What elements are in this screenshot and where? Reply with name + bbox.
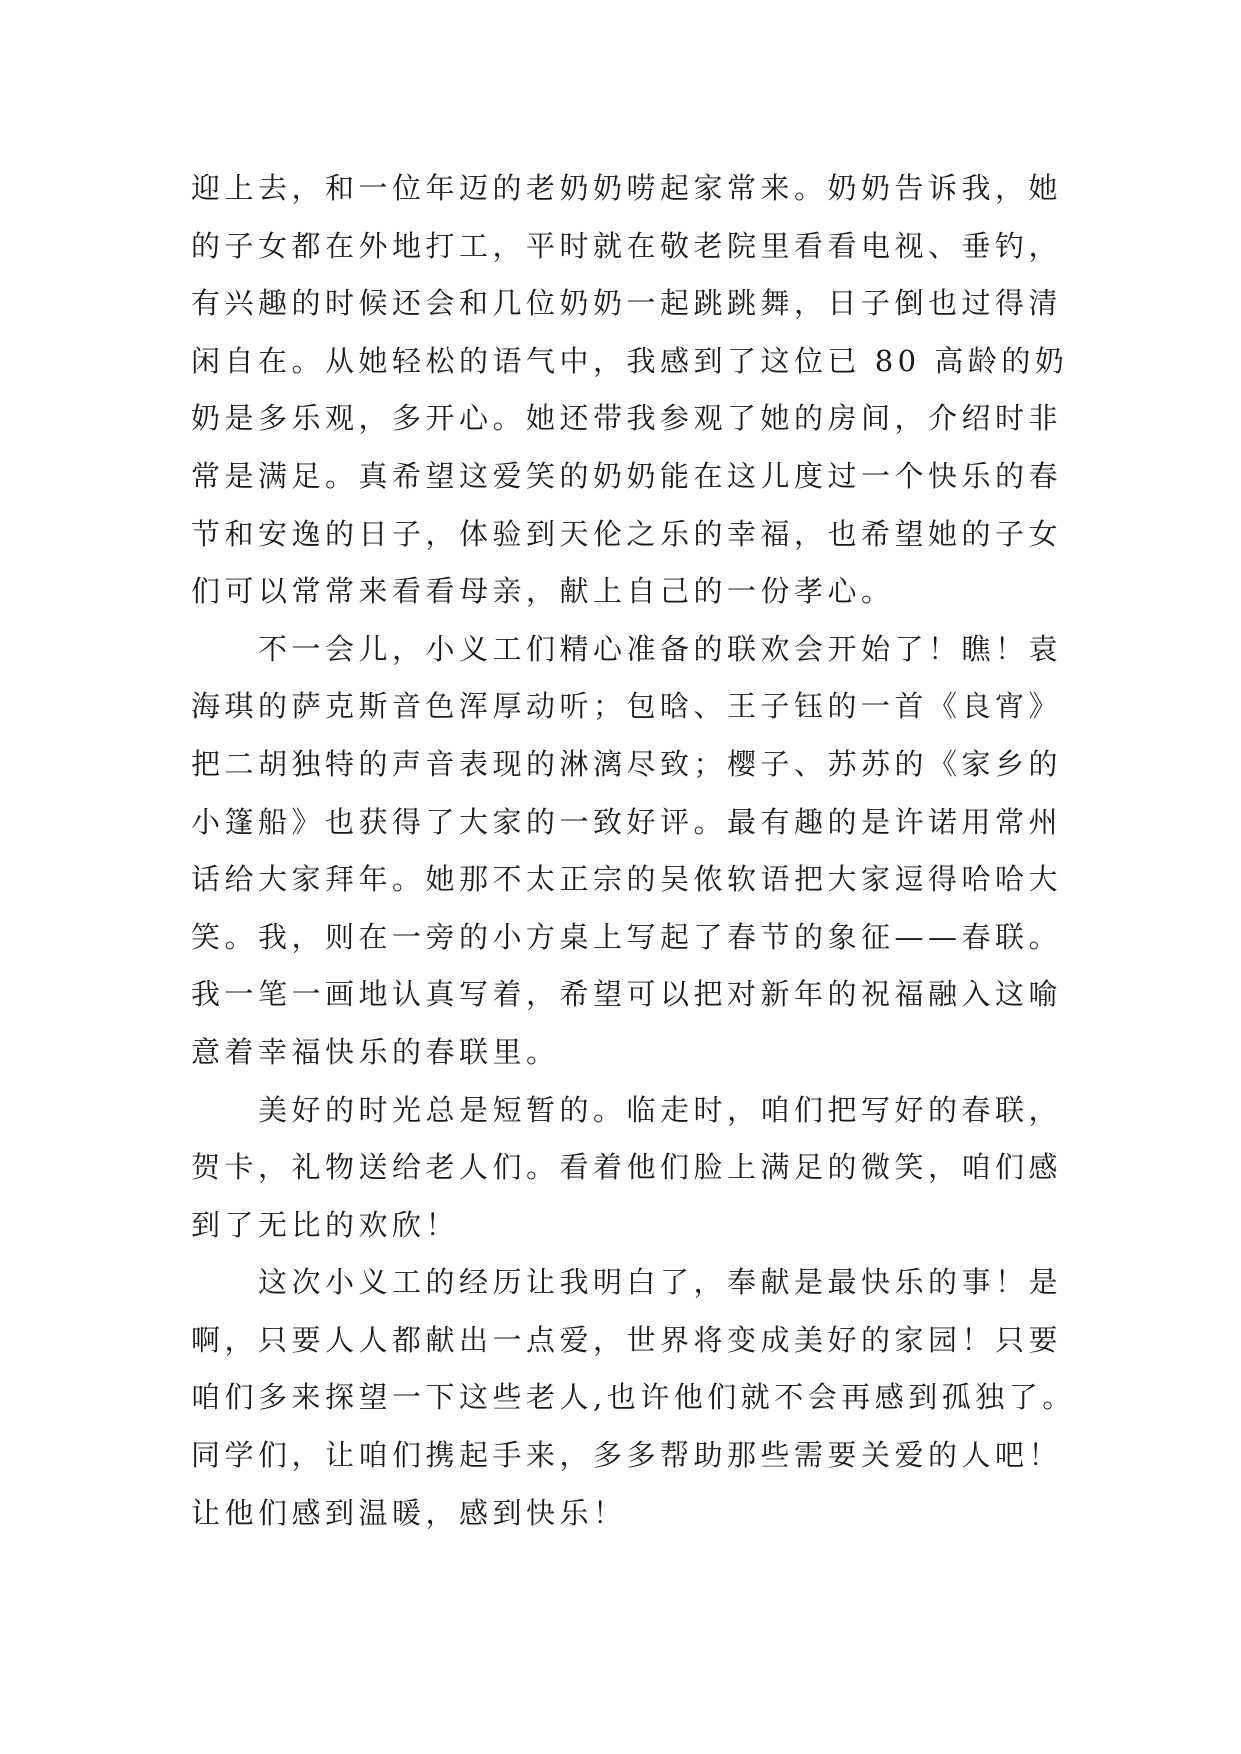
text-line: 有兴趣的时候还会和几位奶奶一起跳跳舞，日子倒也过得清	[191, 286, 1063, 321]
text-line: 到了无比的欢欣！	[191, 1207, 460, 1242]
text-line: 意着幸福快乐的春联里。	[191, 1034, 560, 1069]
text-line: 迎上去，和一位年迈的老奶奶唠起家常来。奶奶告诉我，她	[191, 171, 1063, 205]
text-line: 咱们多来探望一下这些老人,也许他们就不会再感到孤独了。	[191, 1380, 1076, 1415]
text-line: 把二胡独特的声音表现的淋漓尽致；樱子、苏苏的《家乡的	[191, 746, 1063, 781]
text-line: 美好的时光总是短暂的。临走时，咱们把写好的春联，	[191, 1092, 1063, 1127]
text-line: 小篷船》也获得了大家的一致好评。最有趣的是许诺用常州	[191, 804, 1063, 839]
text-line: 们可以常常来看看母亲，献上自己的一份孝心。	[191, 574, 895, 609]
text-line: 的子女都在外地打工，平时就在敬老院里看看电视、垂钓，	[191, 228, 1063, 263]
text-line: 奶是多乐观，多开心。她还带我参观了她的房间，介绍时非	[191, 401, 1063, 436]
text-line: 笑。我，则在一旁的小方桌上写起了春节的象征——春联。	[191, 919, 1063, 954]
text-line: 话给大家拜年。她那不太正宗的吴侬软语把大家逗得哈哈大	[191, 862, 1063, 897]
text-line: 让他们感到温暖，感到快乐！	[191, 1495, 627, 1530]
text-line: 贺卡，礼物送给老人们。看着他们脸上满足的微笑，咱们感	[191, 1150, 1063, 1185]
text-line: 不一会儿，小义工们精心准备的联欢会开始了！瞧！袁	[191, 631, 1063, 666]
text-line: 啊，只要人人都献出一点爱，世界将变成美好的家园！只要	[191, 1322, 1063, 1357]
text-line: 这次小义工的经历让我明白了，奉献是最快乐的事！是	[191, 1265, 1063, 1300]
text-line: 闲自在。从她轻松的语气中，我感到了这位已 80 高龄的奶	[191, 343, 1069, 378]
text-line: 常是满足。真希望这爱笑的奶奶能在这儿度过一个快乐的春	[191, 458, 1063, 493]
text-line: 我一笔一画地认真写着，希望可以把对新年的祝福融入这喻	[191, 977, 1063, 1012]
text-line: 同学们，让咱们携起手来，多多帮助那些需要关爱的人吧！	[191, 1438, 1063, 1473]
text-line: 节和安逸的日子，体验到天伦之乐的幸福，也希望她的子女	[191, 516, 1063, 551]
text-line: 海琪的萨克斯音色浑厚动听；包晗、王子钰的一首《良宵》	[191, 689, 1063, 724]
body-text	[191, 160, 1076, 1542]
